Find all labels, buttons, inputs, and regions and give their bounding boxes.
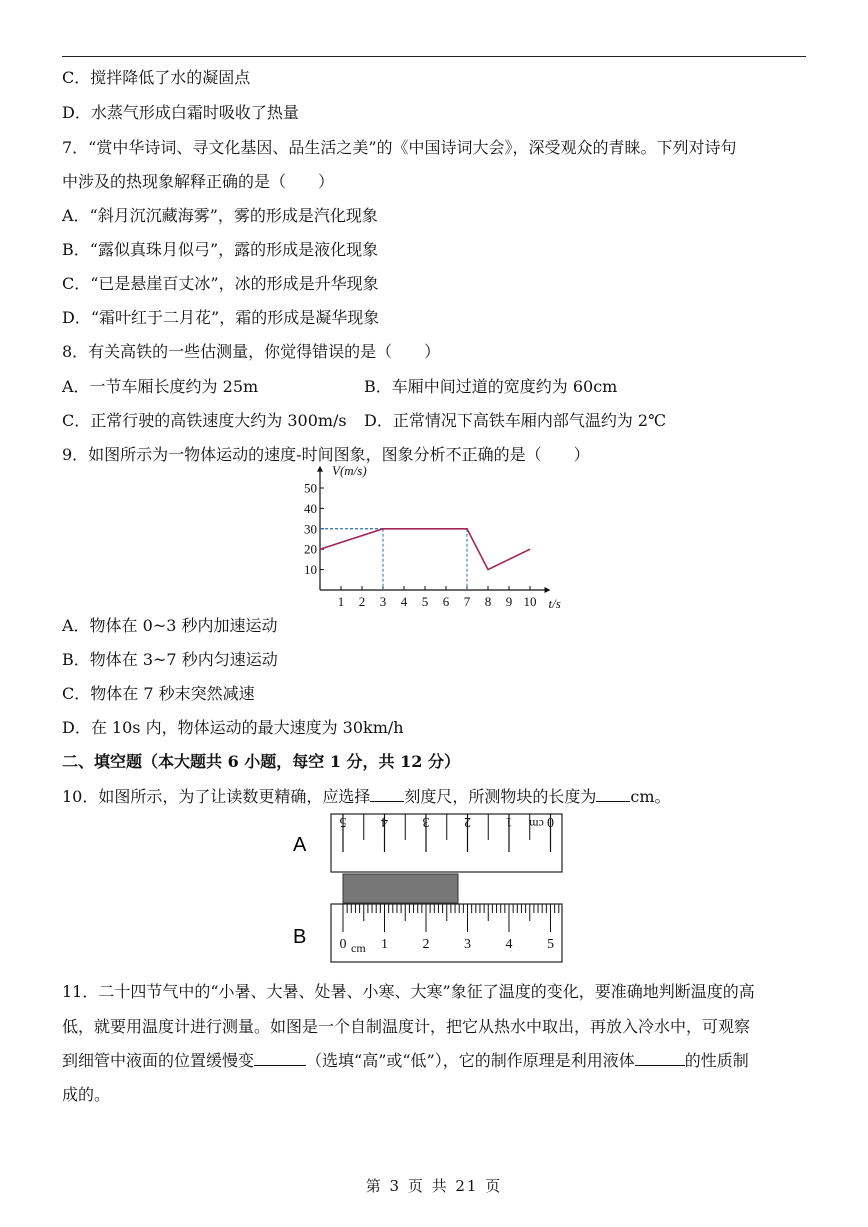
q7-option-c: C．“已是悬崖百丈冰”，冰的形成是升华现象 xyxy=(62,274,379,293)
y-axis-label: V(m/s) xyxy=(332,466,367,478)
q10-blank-2[interactable] xyxy=(596,787,630,802)
q8-option-a: A．一节车厢长度约为 25m xyxy=(62,377,259,396)
ruler-a-number: 3 xyxy=(422,814,430,829)
section-title: 二、填空题（本大题共 6 小题，每空 1 分，共 12 分） xyxy=(62,752,460,771)
q6-option-c: C．搅拌降低了水的凝固点 xyxy=(62,68,251,87)
x-tick-label: 8 xyxy=(484,594,492,609)
y-tick-label: 40 xyxy=(304,500,317,516)
x-tick-label: 7 xyxy=(463,594,471,609)
q11-line4: 成的。 xyxy=(62,1085,111,1104)
x-tick-label: 6 xyxy=(442,594,450,609)
q11-blank-1[interactable] xyxy=(254,1051,306,1066)
q6-option-d: D．水蒸气形成白霜时吸收了热量 xyxy=(62,103,299,122)
q7-stem-line2: 中涉及的热现象解释正确的是（ ） xyxy=(62,172,335,191)
y-axis-arrow xyxy=(317,466,323,472)
q10-text-part1: 10．如图所示，为了让读数更精确，应选择 xyxy=(62,787,371,806)
ruler-b-unit: cm xyxy=(351,941,366,955)
q11-line2: 低，就要用温度计进行测量。如图是一个自制温度计，把它从热水中取出，再放入冷水中，可观察 xyxy=(62,1017,751,1036)
x-tick-label: 10 xyxy=(523,594,537,609)
q7-option-b: B．“露似真珠月似弓”，露的形成是液化现象 xyxy=(62,240,379,259)
ruler-b-label: B xyxy=(293,926,307,948)
velocity-series-line xyxy=(320,529,530,570)
ruler-figure xyxy=(285,812,570,964)
q7-option-d: D．“霜叶红于二月花”，霜的形成是凝华现象 xyxy=(62,308,380,327)
page-footer: 第 3 页 共 21 页 xyxy=(365,1177,503,1195)
q8-option-b: B．车厢中间过道的宽度约为 60cm xyxy=(364,377,618,396)
x-tick-label: 3 xyxy=(379,594,387,609)
q11-text-c: 的性质制 xyxy=(684,1051,749,1070)
q8-stem: 8．有关高铁的一些估测量，你觉得错误的是（ ） xyxy=(62,342,441,361)
ruler-b-number: 0 xyxy=(339,937,347,952)
header-rule xyxy=(62,56,806,57)
q8-option-c: C．正常行驶的高铁速度大约为 300m/s xyxy=(62,411,347,430)
ruler-b-number: 1 xyxy=(381,937,388,952)
q10-stem xyxy=(62,787,671,807)
y-tick-label: 30 xyxy=(304,521,317,537)
x-tick-label: 9 xyxy=(505,594,513,609)
x-tick-label: 4 xyxy=(400,594,408,609)
q11-text-b: （选填“高”或“低”），它的制作原理是利用液体 xyxy=(306,1051,635,1070)
x-tick-label: 2 xyxy=(358,594,366,609)
y-tick-label: 50 xyxy=(304,480,317,496)
q11-blank-2[interactable] xyxy=(635,1051,685,1066)
q11-line1: 11．二十四节气中的“小暑、大暑、处暑、小寒、大寒”象征了温度的变化，要准确地判断温度的高 xyxy=(62,982,755,1001)
ruler-b-number: 3 xyxy=(464,937,471,952)
measured-block xyxy=(343,874,458,903)
x-tick-label: 1 xyxy=(337,594,345,609)
q9-option-d: D．在 10s 内，物体运动的最大速度为 30km/h xyxy=(62,718,404,737)
q9-option-a: A．物体在 0~3 秒内加速运动 xyxy=(62,616,278,635)
ruler-a-number: 2 xyxy=(464,814,471,829)
ruler-b-number: 2 xyxy=(422,937,430,952)
q10-text-part3: cm。 xyxy=(630,787,671,806)
y-tick-label: 10 xyxy=(304,562,317,578)
ruler-a-label: A xyxy=(293,834,307,856)
y-tick-label: 20 xyxy=(304,541,317,557)
ruler-a-number: 5 xyxy=(339,814,347,829)
x-tick-label: 5 xyxy=(421,594,429,609)
q8-option-d: D．正常情况下高铁车厢内部气温约为 2℃ xyxy=(364,411,666,430)
ruler-b-number: 4 xyxy=(505,937,513,952)
ruler-a-number: 1 xyxy=(505,814,513,829)
ruler-a-number: 0 xyxy=(547,814,554,829)
ruler-a-unit: cm xyxy=(529,817,544,831)
x-axis-arrow xyxy=(545,587,551,593)
velocity-time-chart xyxy=(290,466,580,614)
q11-text-a: 到细管中液面的位置缓慢变 xyxy=(62,1051,255,1070)
x-axis-label: t/s xyxy=(548,596,561,611)
q10-text-part2: 刻度尺，所测物块的长度为 xyxy=(404,787,597,806)
q10-blank-1[interactable] xyxy=(370,787,404,802)
q9-stem: 9．如图所示为一物体运动的速度-时间图象，图象分析不正确的是（ ） xyxy=(62,445,590,464)
ruler-b-number: 5 xyxy=(547,937,554,952)
q7-option-a: A．“斜月沉沉藏海雾”，雾的形成是汽化现象 xyxy=(62,206,378,225)
q7-stem-line1: 7．“赏中华诗词、寻文化基因、品生活之美”的《中国诗词大会》，深受观众的青睐。下列对诗句 xyxy=(62,138,737,157)
q9-option-c: C．物体在 7 秒末突然减速 xyxy=(62,684,255,703)
q9-option-b: B．物体在 3~7 秒内匀速运动 xyxy=(62,650,278,669)
ruler-a-number: 4 xyxy=(381,814,388,829)
q11-line3 xyxy=(62,1051,749,1071)
